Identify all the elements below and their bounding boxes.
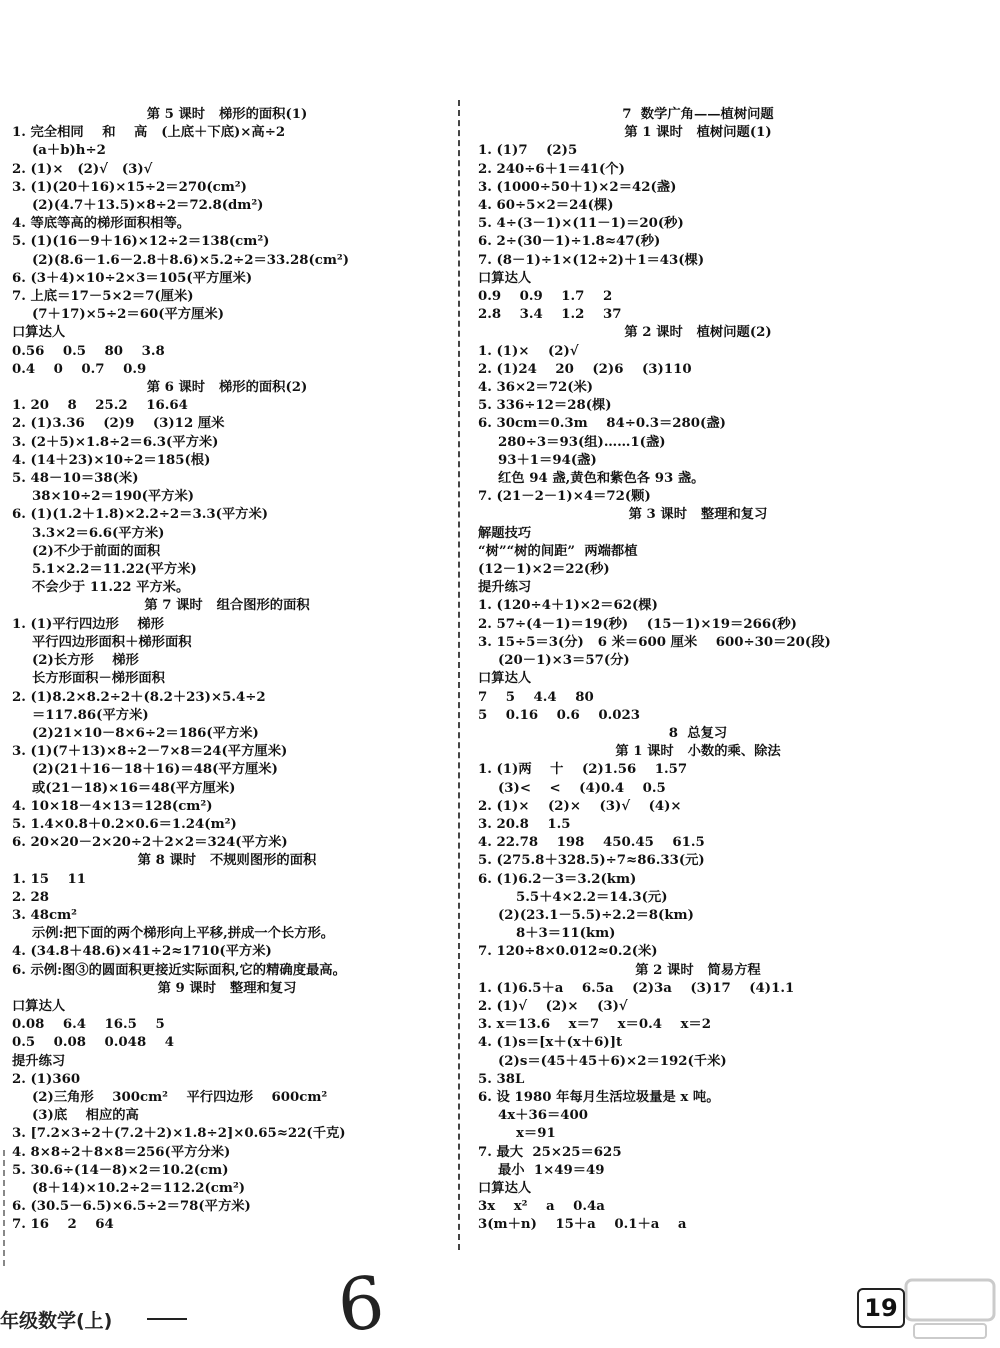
left-answer-line: 0.4 0 0.7 0.9	[12, 361, 147, 377]
page-number: 19	[857, 1288, 905, 1328]
footer-rule	[147, 1318, 187, 1320]
right-section-heading: 7 数学广角——植树问题	[622, 107, 774, 122]
left-answer-line: 2. (1)3.36 (2)9 (3)12 厘米	[12, 416, 225, 432]
right-answer-line: (20－1)×3＝57(分)	[498, 653, 630, 669]
right-answer-line: 1. (120÷4＋1)×2＝62(棵)	[478, 598, 658, 614]
left-answer-line: 3. (1)(20＋16)×15÷2＝270(cm²)	[12, 179, 247, 195]
right-section-heading: 8 总复习	[668, 725, 728, 741]
left-answer-line: 1. 15 11	[12, 871, 87, 887]
left-answer-line: ＝117.86(平方米)	[32, 707, 149, 723]
left-answer-line: 2. (1)8.2×8.2÷2＋(8.2＋23)×5.4÷2	[12, 689, 266, 705]
left-answer-line: 6. (1)(1.2＋1.8)×2.2÷2＝3.3(平方米)	[12, 507, 269, 523]
left-answer-line: 2. (1)360	[12, 1071, 81, 1087]
left-answer-line: 平行四边形面积＋梯形面积	[32, 634, 192, 650]
left-answer-line: 6. (30.5－6.5)×6.5÷2＝78(平方米)	[12, 1199, 251, 1215]
right-answer-line: 3. 15÷5＝3(分) 6 米＝600 厘米 600÷30＝20(段)	[478, 634, 831, 650]
left-answer-line: 38×10÷2＝190(平方米)	[32, 489, 195, 505]
left-answer-line: 长方形面积－梯形面积	[32, 671, 165, 687]
footer-grade-subject: 年级数学(上)	[0, 1310, 113, 1332]
right-column	[478, 106, 918, 1235]
left-answer-line: (3)底 相应的高	[32, 1108, 139, 1124]
left-answer-line: (2)(21＋16－18＋16)＝48(平方厘米)	[32, 762, 278, 778]
left-answer-line: (8＋14)×10.2÷2＝112.2(cm²)	[32, 1180, 246, 1196]
column-divider	[458, 100, 460, 1250]
left-answer-line: 4. 8×8÷2＋8×8＝256(平方分米)	[12, 1144, 231, 1160]
right-answer-line: 2. (1)24 20 (2)6 (3)110	[478, 361, 692, 377]
left-answer-line: 7. 上底＝17－5×2＝7(厘米)	[12, 289, 194, 305]
right-section-heading: 第 2 课时 植树问题(2)	[624, 325, 772, 341]
right-answer-line: x＝91	[516, 1126, 556, 1142]
right-answer-line: 5. 336÷12＝28(棵)	[478, 398, 612, 414]
right-answer-line: 3(m＋n) 15＋a 0.1＋a a	[478, 1217, 687, 1233]
left-answer-line: 4. 10×18－4×13＝128(cm²)	[12, 798, 213, 814]
right-answer-line: 0.9 0.9 1.7 2	[478, 289, 613, 305]
right-answer-line: 5 0.16 0.6 0.023	[478, 707, 640, 723]
left-answer-line: 5.1×2.2＝11.22(平方米)	[32, 562, 197, 578]
right-answer-line: 最小 1×49＝49	[498, 1162, 605, 1178]
left-answer-line: 0.56 0.5 80 3.8	[12, 343, 165, 359]
right-answer-line: (2)(23.1－5.5)÷2.2＝8(km)	[498, 907, 694, 923]
left-answer-line: 5. 1.4×0.8＋0.2×0.6＝1.24(m²)	[12, 816, 237, 832]
right-answer-line: 7. (8－1)÷1×(12÷2)＋1＝43(棵)	[478, 252, 705, 268]
left-answer-line: 提升练习	[12, 1053, 66, 1069]
left-answer-line: 口算达人	[12, 325, 66, 341]
right-answer-line: 口算达人	[478, 270, 532, 286]
left-section-heading: 第 6 课时 梯形的面积(2)	[146, 380, 308, 396]
left-section-heading: 第 9 课时 整理和复习	[157, 980, 297, 996]
left-answer-line: (2)21×10－8×6÷2＝186(平方米)	[32, 725, 259, 741]
right-answer-line: 7. (21－2－1)×4＝72(颗)	[478, 489, 651, 505]
right-answer-line: 280÷3＝93(组)……1(盏)	[498, 434, 666, 450]
right-answer-line: 7. 120÷8×0.012≈0.2(米)	[478, 944, 658, 960]
left-answer-line: 不会少于 11.22 平方米。	[32, 580, 190, 596]
right-answer-line: 5.5＋4×2.2＝14.3(元)	[516, 889, 668, 905]
right-answer-line: 7. 最大 25×25＝625	[478, 1144, 622, 1160]
right-answer-line: 4. (1)s＝[x＋(x＋6)]t	[478, 1035, 623, 1051]
left-section-heading: 第 7 课时 组合图形的面积	[144, 598, 310, 614]
left-answer-line: (2)(4.7＋13.5)×8÷2＝72.8(dm²)	[32, 198, 264, 214]
right-answer-line: 6. 2÷(30－1)÷1.8≈47(秒)	[478, 234, 661, 250]
right-answer-line: 2. 57÷(4－1)＝19(秒) (15－1)×19＝266(秒)	[478, 616, 797, 632]
right-answer-line: 2. (1)√ (2)× (3)√	[478, 998, 628, 1014]
right-answer-line: 2.8 3.4 1.2 37	[478, 307, 622, 323]
left-answer-line: 4. (14＋23)×10÷2＝185(根)	[12, 452, 211, 468]
right-answer-line: “树”“树的间距” 两端都植	[478, 543, 638, 559]
right-section-heading: 第 2 课时 简易方程	[635, 962, 761, 978]
right-answer-line: 解题技巧	[478, 525, 532, 541]
left-answer-line: 6. 示例:图③的圆面积更接近实际面积,它的精确度最高。	[12, 962, 346, 978]
left-answer-line: 6. (3＋4)×10÷2×3＝105(平方厘米)	[12, 270, 253, 286]
right-answer-line: 口算达人	[478, 1180, 532, 1196]
left-answer-line: 示例:把下面的两个梯形向上平移,拼成一个长方形。	[32, 926, 335, 942]
right-answer-line: 3. (1000÷50＋1)×2＝42(盏)	[478, 179, 677, 195]
right-answer-line: 1. (1)× (2)√	[478, 343, 579, 359]
right-answer-line: 6. (1)6.2－3＝3.2(km)	[478, 871, 637, 887]
right-answer-line: 8＋3＝11(km)	[516, 926, 616, 942]
right-answer-line: 4. 36×2＝72(米)	[478, 380, 594, 396]
right-section-heading: 第 3 课时 整理和复习	[628, 507, 768, 523]
left-answer-line: 1. 完全相同 和 高 (上底＋下底)×高÷2	[12, 125, 286, 141]
left-answer-line: 口算达人	[12, 998, 66, 1014]
right-answer-line: 提升练习	[478, 580, 532, 596]
right-answer-line: 4. 60÷5×2＝24(棵)	[478, 198, 614, 214]
right-answer-line: 6. 30cm＝0.3m 84÷0.3＝280(盏)	[478, 416, 726, 432]
right-answer-line: 93＋1＝94(盏)	[498, 452, 597, 468]
right-answer-line: 7 5 4.4 80	[478, 689, 594, 705]
right-answer-line: 3. x＝13.6 x＝7 x＝0.4 x＝2	[478, 1017, 711, 1033]
left-section-heading: 第 5 课时 梯形的面积(1)	[146, 107, 308, 122]
left-answer-line: 3. 48cm²	[12, 907, 78, 923]
left-column	[12, 106, 442, 1235]
left-answer-line: 或(21－18)×16＝48(平方厘米)	[32, 780, 236, 796]
right-answer-line: 1. (1)两 十 (2)1.56 1.57	[478, 762, 688, 778]
left-answer-line: (2)长方形 梯形	[32, 653, 139, 669]
left-answer-line: 3.3×2＝6.6(平方米)	[32, 525, 165, 541]
left-answer-line: (2)三角形 300cm² 平行四边形 600cm²	[32, 1089, 328, 1105]
right-answer-line: 3. 20.8 1.5	[478, 816, 571, 832]
left-section-heading: 第 8 课时 不规则图形的面积	[137, 853, 317, 869]
left-answer-line: 3. [7.2×3÷2＋(7.2＋2)×1.8÷2]×0.65≈22(千克)	[12, 1126, 346, 1142]
left-answer-line: 2. (1)× (2)√ (3)√	[12, 161, 153, 177]
right-answer-line: 1. (1)6.5＋a 6.5a (2)3a (3)17 (4)1.1	[478, 980, 795, 996]
left-answer-line: 0.5 0.08 0.048 4	[12, 1035, 174, 1051]
left-answer-line: 5. 30.6÷(14－8)×2＝10.2(cm)	[12, 1162, 229, 1178]
left-answer-line: 1. 20 8 25.2 16.64	[12, 398, 188, 414]
left-answer-line: 4. (34.8＋48.6)×41÷2≈1710(平方米)	[12, 944, 272, 960]
left-answer-line: 5. (1)(16－9＋16)×12÷2＝138(cm²)	[12, 234, 270, 250]
left-answer-line: 2. 28	[12, 889, 50, 905]
right-answer-line: 3x x² a 0.4a	[478, 1199, 605, 1215]
left-answer-line: 0.08 6.4 16.5 5	[12, 1017, 165, 1033]
right-answer-line: 4. 22.78 198 450.45 61.5	[478, 835, 705, 851]
watermark-logo	[902, 1276, 998, 1342]
left-answer-line: 7. 16 2 64	[12, 1217, 114, 1233]
right-answer-line: 4x＋36＝400	[498, 1108, 589, 1124]
right-section-heading: 第 1 课时 植树问题(1)	[624, 125, 772, 141]
left-answer-line: 3. (2＋5)×1.8÷2＝6.3(平方米)	[12, 434, 219, 450]
right-answer-line: 5. 38L	[478, 1071, 525, 1087]
right-answer-line: 1. (1)7 (2)5	[478, 143, 578, 159]
right-answer-line: (2)s＝(45＋45＋6)×2＝192(千米)	[498, 1053, 727, 1069]
left-answer-line: 1. (1)平行四边形 梯形	[12, 616, 164, 632]
right-section-heading: 第 1 课时 小数的乘、除法	[615, 744, 781, 760]
left-answer-line: (7＋17)×5÷2＝60(平方厘米)	[32, 307, 224, 323]
left-answer-line: 3. (1)(7＋13)×8÷2－7×8＝24(平方厘米)	[12, 744, 288, 760]
right-answer-line: 6. 设 1980 年每月生活垃圾量是 x 吨。	[478, 1089, 720, 1105]
right-answer-line: 口算达人	[478, 671, 532, 687]
right-answer-line: 2. 240÷6＋1＝41(个)	[478, 161, 625, 177]
right-answer-line: 红色 94 盏,黄色和紫色各 93 盏。	[498, 471, 705, 487]
right-answer-line: 5. (275.8＋328.5)÷7≈86.33(元)	[478, 853, 705, 869]
right-answer-line: 5. 4÷(3－1)×(11－1)＝20(秒)	[478, 216, 684, 232]
left-answer-line: 4. 等底等高的梯形面积相等。	[12, 216, 191, 232]
left-answer-line: 5. 48－10＝38(米)	[12, 471, 139, 487]
right-answer-line: (3)< < (4)0.4 0.5	[498, 780, 666, 796]
left-answer-line: (2)不少于前面的面积	[32, 543, 161, 559]
left-answer-line: (a＋b)h÷2	[32, 143, 106, 159]
left-answer-line: 6. 20×20－2×20÷2＋2×2＝324(平方米)	[12, 835, 288, 851]
left-answer-line: (2)(8.6－1.6－2.8＋8.6)×5.2÷2＝33.28(cm²)	[32, 252, 350, 268]
right-answer-line: 2. (1)× (2)× (3)√ (4)×	[478, 798, 682, 814]
right-answer-line: (12－1)×2＝22(秒)	[478, 562, 610, 578]
handwritten-mark: 6	[333, 1259, 389, 1348]
binding-marks	[0, 1150, 10, 1270]
